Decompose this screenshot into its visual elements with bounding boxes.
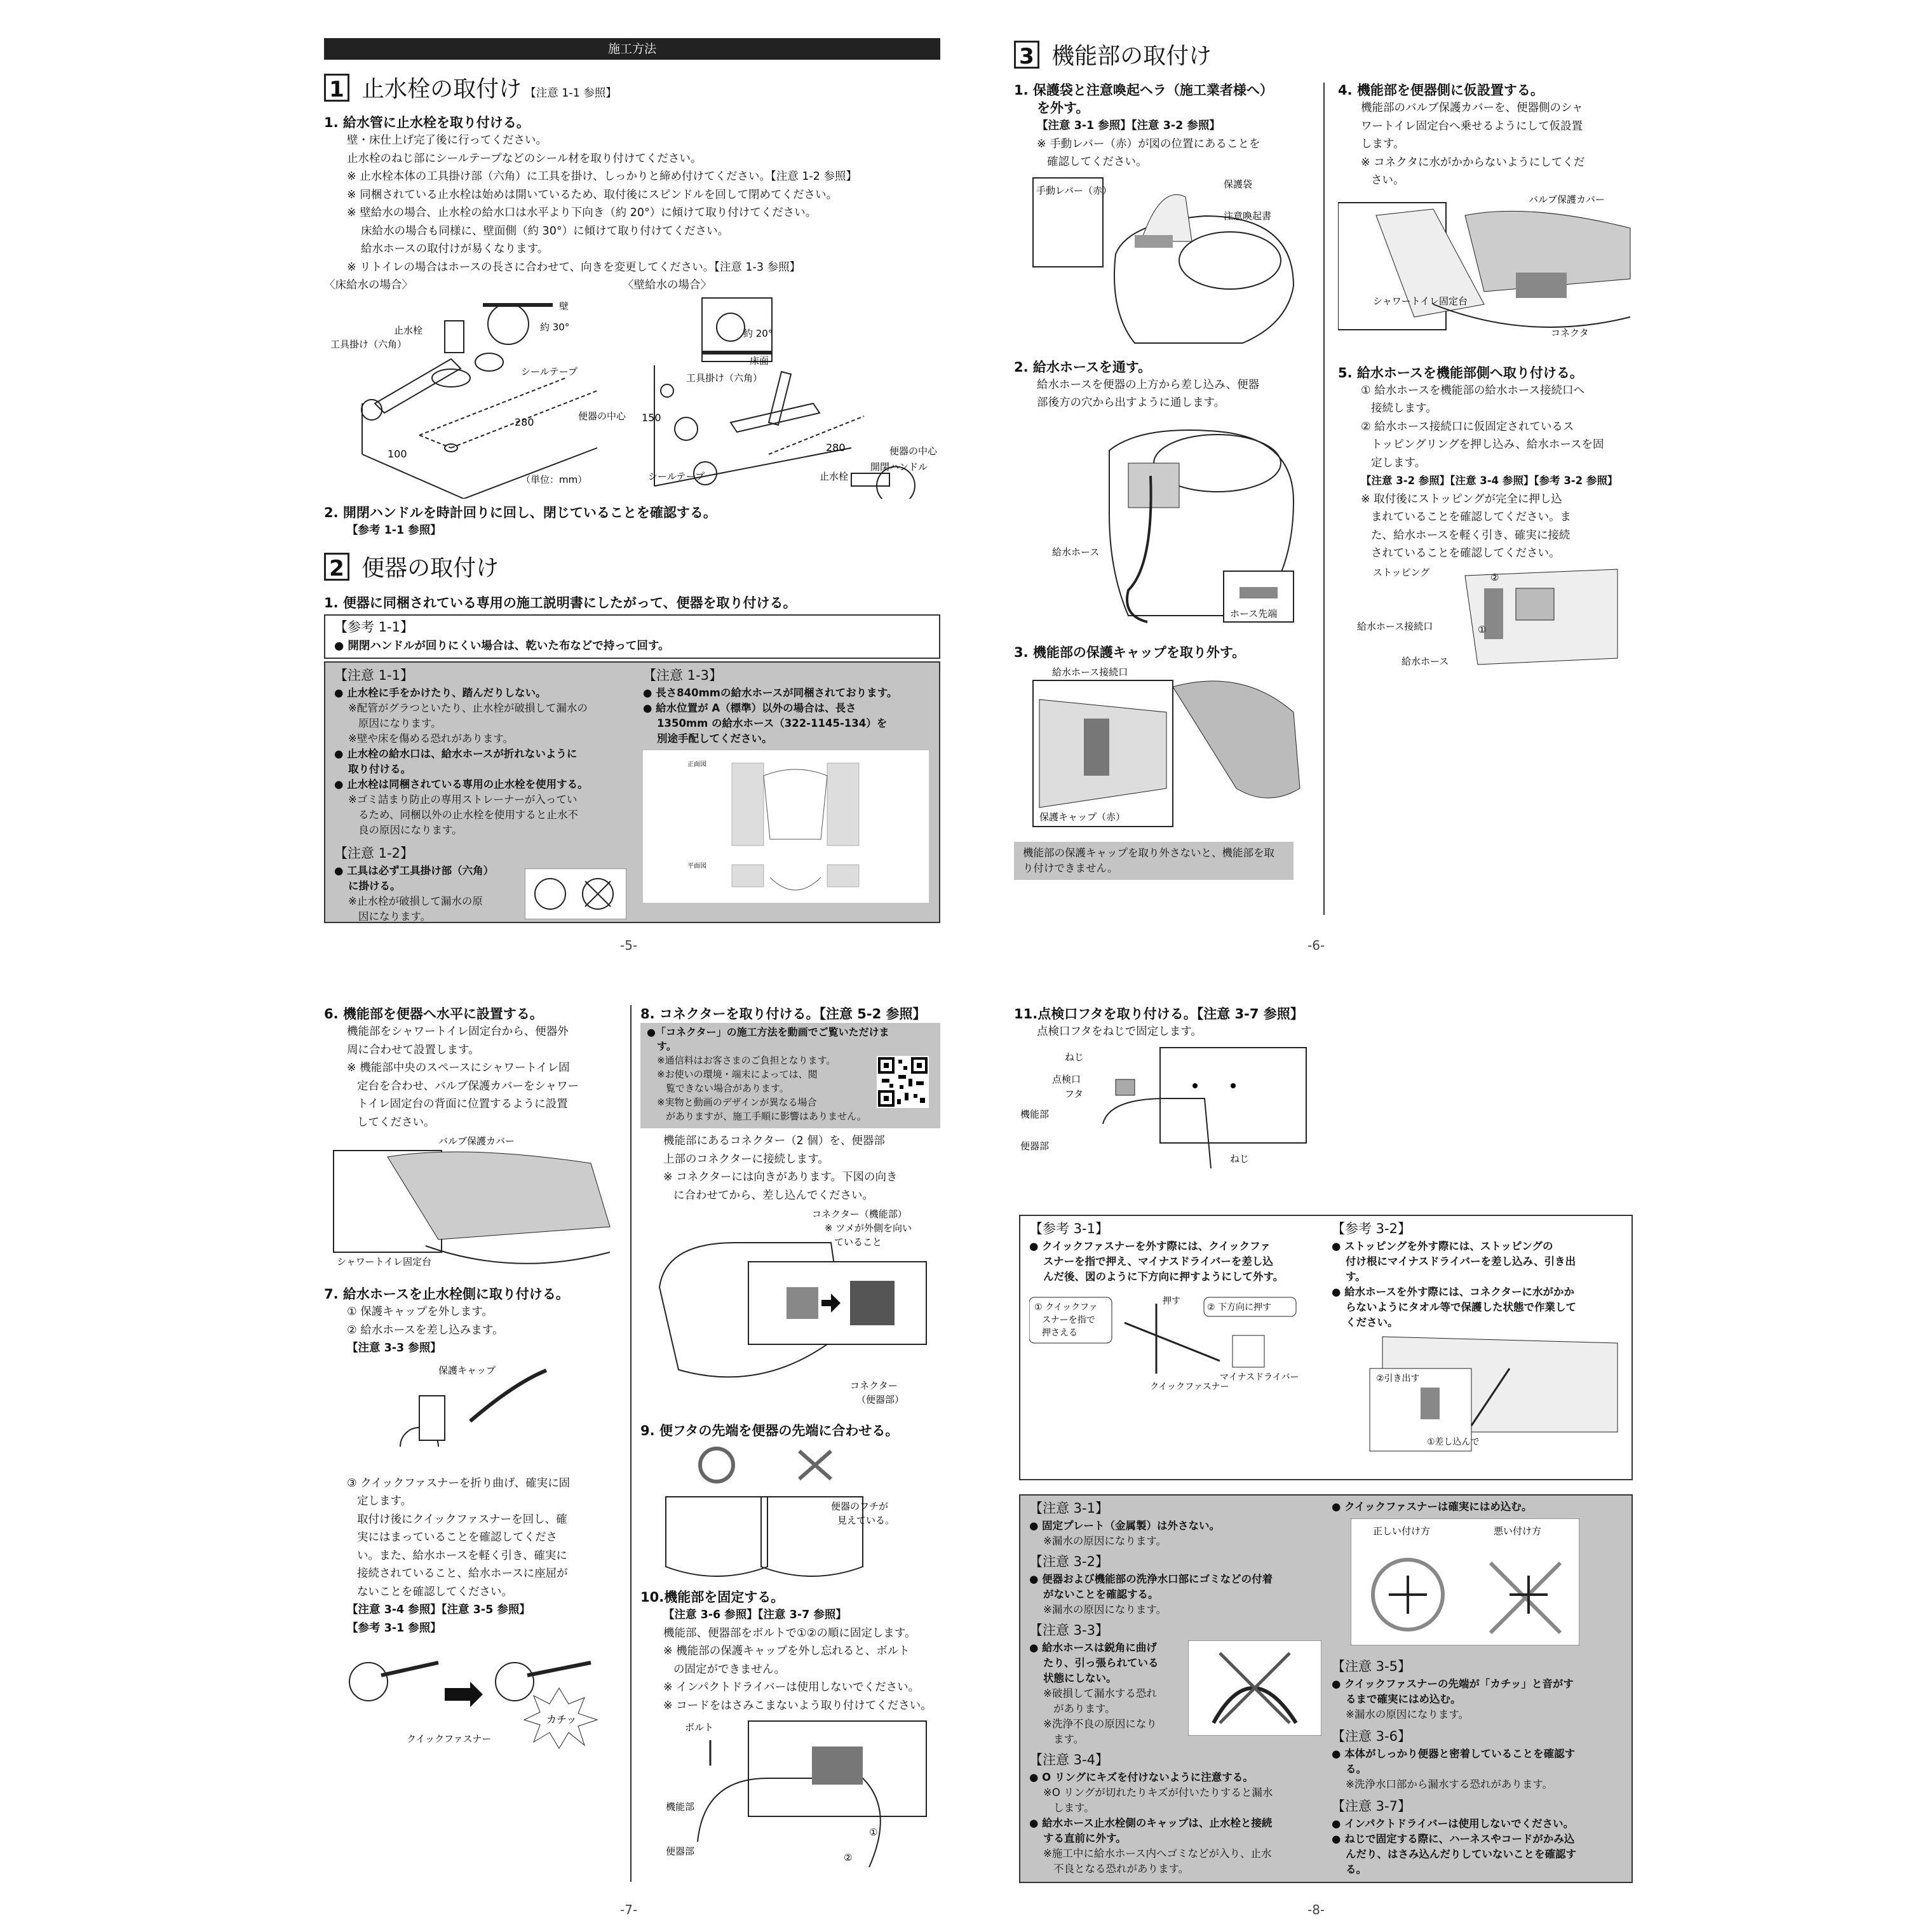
label-supply-port: 給水ホース接続口 — [1052, 666, 1128, 678]
label-quick-fastener: クイックファスナー — [1150, 1382, 1229, 1392]
label-hose-tip: ホース先端 — [1230, 607, 1278, 619]
caution-1-3-body — [643, 686, 935, 746]
text-line: します。 — [1361, 138, 1405, 151]
text-line: 確認してください。 — [1047, 156, 1147, 168]
text-line: 部後方の穴から出すように通します。 — [1037, 396, 1226, 409]
text-line: ※破損して漏水する恐れ — [1043, 1687, 1157, 1699]
text-line: ● 止水栓は同梱されている専用の止水栓を使用する。 — [334, 778, 588, 790]
step-heading: 6. 機能部を便器へ水平に設置する。 — [324, 1006, 543, 1022]
step-heading-cont: を外す。 — [1037, 100, 1090, 116]
text-line: ※配管がグラつといたり、止水栓が破損して漏水の — [348, 702, 588, 714]
reference-3-2-body — [1332, 1239, 1624, 1330]
label-click: カチッ — [546, 1713, 577, 1726]
fastener-good-bad-figure — [1351, 1518, 1579, 1645]
text-line: ※ インパクトドライバーは使用しないでください。 — [663, 1681, 920, 1694]
text-line: ※ゴミ詰まり防止の専用ストレーナーが入ってい — [348, 794, 578, 806]
label-note-rim: 便器のフチが — [831, 1501, 889, 1512]
text-line: ※漏水の原因になります。 — [1043, 1604, 1167, 1616]
text-line: たり、引っ張られている — [1043, 1657, 1159, 1669]
label-correct: 正しい付け方 — [1373, 1525, 1431, 1537]
horizontal-install-figure — [324, 1132, 623, 1278]
text-line: 実にはまっていることを確認してくださ — [357, 1531, 557, 1544]
page-5 — [324, 38, 940, 923]
label-valve: 止水栓 — [394, 325, 423, 336]
text-line: ※ コードをはさみこまないよう取り付けてください。 — [663, 1699, 932, 1712]
step-heading: 11.点検口フタを取り付ける。【注意 3-7 参照】 — [1014, 1006, 1304, 1022]
step-heading: 1. 給水管に止水栓を取り付ける。 — [324, 115, 530, 130]
temporary-install-figure — [1338, 190, 1637, 355]
text-line: ●「コネクター」の施工方法を動画でご覧いただけま — [647, 1026, 889, 1038]
text-line: 給水ホースの取付けが易くなります。 — [361, 243, 549, 255]
label-quick-fastener: クイックファスナー — [407, 1733, 492, 1745]
valve-drawing — [324, 289, 940, 499]
page-8 — [1014, 1005, 1637, 1888]
text-line: ● ストッピングを外す際には、ストッピングの — [1332, 1240, 1553, 1252]
section-number: 2 — [324, 553, 349, 581]
caution-box-3 — [1019, 1494, 1633, 1883]
step-ref: 【参考 3-1 参照】 — [347, 1621, 442, 1635]
step-ref: 【注意 3-1 参照】【注意 3-2 参照】 — [1037, 119, 1220, 132]
text-line: ● 給水ホースは鋭角に曲げ — [1029, 1642, 1157, 1654]
text-line: らないようにタオル等で保護した状態で作業して — [1346, 1301, 1576, 1313]
label-lid: 点検口 — [1052, 1073, 1081, 1085]
text-line: ※洗浄不良の原因になり — [1043, 1718, 1157, 1730]
text-line: まれていることを確認してください。ま — [1371, 511, 1571, 524]
text-line: ● インパクトドライバーは使用しないでください。 — [1332, 1818, 1574, 1830]
label-screw: ねじ — [1065, 1051, 1084, 1063]
text-line: た、給水ホースを軽く引き、確実に接続 — [1371, 529, 1571, 542]
video-guide-box — [640, 1023, 940, 1128]
quick-fastener-removal-figure — [1029, 1285, 1328, 1393]
box-title: 【参考 3-1】 — [1029, 1221, 1109, 1236]
text-line: 機能部のバルブ保護カバーを、便器側のシャ — [1361, 102, 1583, 114]
bolt-fixing-figure — [640, 1715, 939, 1874]
text-line: ※止水栓が破損して漏水の原 — [348, 895, 483, 907]
text-line: ※ 壁給水の場合、止水栓の給水口は水平より下向き（約 20°）に傾けて取り付けてください。 — [347, 206, 817, 219]
text-line: 機能部にあるコネクター（2 個）を、便器部 — [663, 1135, 885, 1147]
text-line: ください。 — [1346, 1316, 1398, 1328]
box-title: 【注意 3-1】 — [1029, 1501, 1109, 1516]
supply-hose-figure — [1014, 412, 1313, 641]
text-line: ※ リトイレの場合はホースの長さに合わせて、向きを変更してください。【注意 1-3 参照】 — [347, 260, 801, 274]
text-line: ※洗浄水口部から漏水する恐れがあります。 — [1346, 1778, 1553, 1790]
label-handle: 開閉ハンドル — [870, 461, 928, 473]
label-lid-2: フタ — [1065, 1088, 1083, 1100]
text-line: 機能部、便器部をボルトで①②の順に固定します。 — [663, 1626, 916, 1640]
label-step-2: ② — [1490, 571, 1499, 583]
protective-cap-figure — [1014, 661, 1313, 839]
step-ref: 【注意 3-2 参照】【注意 3-4 参照】【参考 3-2 参照】 — [1361, 475, 1618, 487]
text-line: 止水栓のねじ部にシールテープなどのシール材を取り付けてください。 — [347, 152, 702, 165]
section-2-title — [324, 550, 940, 583]
label-connector-claw: ※ ツメが外側を向い — [825, 1222, 912, 1234]
step-heading: 8. コネクターを取り付ける。【注意 5-2 参照】 — [640, 1006, 926, 1022]
label-step-2: ② 下方向に押す — [1207, 1302, 1272, 1313]
step-ref: 【注意 3-6 参照】【注意 3-7 参照】 — [663, 1609, 847, 1621]
label-front-view: 正面図 — [687, 761, 706, 768]
text-line: に掛ける。 — [348, 880, 401, 892]
label-280b: 280 — [826, 442, 846, 454]
text-line: ※お使いの環境・端末によっては、閲 — [657, 1069, 818, 1080]
step-heading: 1. 保護袋と注意喚起ヘラ（施工業者様へ） — [1014, 83, 1273, 98]
section-3-title — [1014, 38, 1637, 71]
label-step-1c: 押さえる — [1042, 1328, 1077, 1338]
label-step-1: ① — [869, 1827, 878, 1838]
text-line: の固定ができません。 — [673, 1663, 786, 1676]
text-line: ないことを確認してください。 — [357, 1585, 513, 1598]
shutoff-valve-figure — [324, 276, 940, 499]
section-1-title — [324, 71, 940, 104]
section-header-bar: 施工方法 — [324, 38, 940, 60]
column-divider — [630, 1005, 632, 1882]
text-line: トッピングリングを押し込み、給水ホースを固 — [1371, 438, 1604, 451]
page-6 — [1014, 38, 1637, 915]
label-floor-surface: 床面 — [750, 355, 769, 367]
text-line: ※ 取付後にストッピングが完全に押し込 — [1361, 492, 1562, 506]
cap-warning-box: 機能部の保護キャップを取り外さないと、機能部を取り付けできません。 — [1014, 842, 1294, 880]
label-stopping-ring: ストッピング — [1373, 566, 1430, 578]
section-ref: 【注意 1-1 参照】 — [525, 87, 617, 100]
box-title: 【注意 1-1】 — [334, 668, 414, 683]
step-heading: 2. 開閉ハンドルを時計回りに回し、閉じていることを確認する。 — [324, 505, 717, 520]
label-plan-view: 平面図 — [687, 863, 706, 870]
label-incorrect: 悪い付け方 — [1494, 1525, 1542, 1537]
label-step-1: ① — [1478, 623, 1487, 635]
text-line: する直前に外す。 — [1043, 1832, 1126, 1844]
step-heading: 4. 機能部を便器側に仮設置する。 — [1338, 83, 1544, 98]
box-title: 【注意 1-2】 — [334, 846, 414, 861]
label-toilet-base: シャワートイレ固定台 — [337, 1256, 431, 1267]
page-number: -8- — [1307, 1902, 1325, 1917]
label-valve-cover: バルブ保護カバー — [438, 1135, 515, 1147]
label-pull-out: ②引き出す — [1376, 1374, 1420, 1384]
label-step-1a: ① クイックファ — [1034, 1302, 1098, 1313]
text-line: ● 給水ホースを外す際には、コネクターに水がかか — [1332, 1286, 1574, 1298]
box-title: 【注意 3-4】 — [1029, 1752, 1109, 1767]
text-line: ※ 機能部中央のスペースにシャワートイレ固 — [347, 1062, 570, 1074]
label-center-2: 便器の中心 — [889, 445, 938, 457]
text-line: してください。 — [357, 1116, 435, 1129]
box-title: 【注意 3-3】 — [1029, 1623, 1109, 1638]
box-title: 【注意 1-3】 — [643, 668, 722, 683]
text-line: 良の原因になります。 — [358, 824, 463, 836]
text-line: ● クイックファスナーを外す際には、クイックファ — [1029, 1240, 1271, 1252]
text-line: 原因になります。 — [358, 717, 442, 729]
text-line: 1350mm の給水ホース（322-1145-134）を — [657, 717, 888, 729]
text-line: ① 保護キャップを外します。 — [347, 1306, 493, 1318]
text-line: るため、同梱以外の止水栓を使用すると止水不 — [358, 809, 578, 821]
text-line: ● 本体がしっかり便器と密着していることを確認す — [1332, 1748, 1576, 1760]
caption-wall: 〈壁給水の場合〉 — [623, 279, 712, 292]
text-line: んだ後、図のように下方向に押すようにして外す。 — [1043, 1271, 1284, 1283]
hose-to-valve-figure — [324, 1358, 623, 1472]
stopping-ring-figure — [1338, 563, 1637, 677]
text-line: るまで確実にはめ込む。 — [1346, 1693, 1461, 1705]
label-functional-unit: 機能部 — [1020, 1108, 1050, 1120]
text-line: ● クイックファスナーの先端が「カチッ」と音がす — [1332, 1678, 1574, 1690]
text-line: ② 給水ホース接続口に仮固定されているス — [1361, 420, 1574, 433]
label-tool-hex-2: 工具掛け（六角） — [686, 372, 763, 384]
label-note-rim-2: 見えている。 — [837, 1515, 895, 1526]
label-seal-tape: シールテープ — [521, 366, 578, 377]
page-number: -6- — [1307, 938, 1325, 953]
supply-position-chart — [643, 750, 929, 903]
page-number: -7- — [620, 1902, 638, 1917]
box-title: 【注意 3-5】 — [1332, 1659, 1411, 1674]
label-screw-2: ねじ — [1230, 1152, 1250, 1165]
text-line: ます。 — [1053, 1733, 1084, 1745]
step-heading: 2. 給水ホースを通す。 — [1014, 359, 1152, 375]
text-line: ※実物と動画のデザインが異なる場合 — [657, 1097, 817, 1108]
label-connector-bowl: コネクター — [850, 1380, 898, 1391]
label-caution-sheet: 注意喚起書 — [1224, 210, 1272, 222]
text-line: 定します。 — [357, 1495, 412, 1508]
text-line: ※壁や床を傷める恐れがあります。 — [348, 733, 514, 745]
step-ref: 【参考 1-1 参照】 — [347, 524, 442, 537]
label-supply-port: 給水ホース接続口 — [1357, 620, 1433, 632]
text-line: ※O リングが切れたりキズが付いたりすると漏水 — [1043, 1787, 1273, 1799]
page-7 — [324, 1005, 940, 1888]
ng-mark: × — [812, 1470, 813, 1471]
stopping-removal-figure — [1332, 1330, 1624, 1464]
text-line: ※ 機能部の保護キャップを外し忘れると、ボルト — [663, 1645, 910, 1658]
text-line: ● 給水位置が A（標準）以外の場合は、長さ — [643, 702, 856, 714]
label-280: 280 — [515, 416, 534, 428]
label-connector-claw-2: ていること — [834, 1236, 882, 1248]
text-line: 取付け後にクイックファスナーを回し、確 — [357, 1513, 567, 1526]
text-line: 床給水の場合も同様に、壁面側（約 30°）に傾けて取り付けてください。 — [361, 224, 729, 238]
caption-floor: 〈床給水の場合〉 — [324, 279, 413, 292]
step-heading: 7. 給水ホースを止水栓側に取り付ける。 — [324, 1287, 569, 1302]
text-line: 接続します。 — [1371, 402, 1437, 415]
ok-mark: ○ — [709, 1470, 710, 1471]
text-line: ● 固定プレート（金属製）は外さない。 — [1029, 1520, 1220, 1532]
text-line: い。また、給水ホースを軽く引き、確実に — [357, 1549, 567, 1562]
label-center: 便器の中心 — [578, 410, 626, 422]
text-line: ● クイックファスナーは確実にはめ込む。 — [1332, 1501, 1532, 1513]
text-line: 定します。 — [1371, 456, 1426, 469]
step-heading: 10.機能部を固定する。 — [640, 1590, 785, 1605]
reference-box-3 — [1019, 1215, 1633, 1480]
label-protective-bag: 保護袋 — [1224, 178, 1253, 190]
text-line: 付け根にマイナスドライバーを差し込み、引き出 — [1346, 1255, 1576, 1267]
text-line: ② 給水ホースを差し込みます。 — [347, 1323, 504, 1337]
text-line: 給水ホースを便器の上方から差し込み、便器 — [1037, 378, 1260, 391]
step-ref: 【注意 3-3 参照】 — [347, 1342, 442, 1354]
text-line: ※ 止水栓本体の工具掛け部（六角）に工具を掛け、しっかりと締め付けてください。【注意 1-2 参照】 — [347, 170, 857, 183]
text-line: 不良となる恐れがあります。 — [1053, 1863, 1189, 1875]
text-line: んだり、はさみ込んだりしていないことを確認す — [1346, 1848, 1576, 1860]
text-line: 壁・床仕上げ完了後に行ってください。 — [347, 134, 547, 147]
text-line: に合わせてから、差し込んでください。 — [673, 1189, 874, 1202]
step-heading: 9. 便フタの先端を便器の先端に合わせる。 — [640, 1423, 899, 1438]
text-line: ● 長さ840mmの給水ホースが同梱されております。 — [643, 687, 898, 699]
label-seal-tape-2: シールテープ — [648, 471, 705, 482]
text-line: があります。 — [1053, 1703, 1116, 1715]
box-title: 【注意 3-6】 — [1332, 1729, 1411, 1744]
label-step-1b: スナーを指で — [1042, 1315, 1095, 1325]
text-line: 機能部をシャワートイレ固定台から、便器外 — [347, 1025, 569, 1038]
box-text: ● 開閉ハンドルが回りにくい場合は、乾いた布などで持って回す。 — [334, 639, 670, 652]
text-line: ● 工具は必ず工具掛け部（六角） — [334, 865, 494, 877]
text-line: トイレ固定台の背面に位置するように設置 — [357, 1098, 568, 1111]
text-line: ※ コネクターには向きがあります。下図の向き — [663, 1171, 898, 1184]
text-line: ※施工中に給水ホース内へゴミなどが入り、止水 — [1043, 1848, 1272, 1860]
label-100: 100 — [388, 448, 407, 460]
text-line: る。 — [1346, 1863, 1367, 1875]
label-connector-func: コネクター（機能部） — [812, 1208, 907, 1220]
column-divider — [1323, 83, 1325, 915]
text-line: ● 便器および機能部の洗浄水口部にゴミなどの付着 — [1029, 1573, 1273, 1585]
text-line: ● ねじで固定する際に、ハーネスやコードがかみ込 — [1332, 1833, 1575, 1845]
step-heading: 1. 便器に同梱されている専用の施工説明書にしたがって、便器を取り付ける。 — [324, 595, 797, 611]
text-line: さい。 — [1371, 174, 1405, 187]
text-line: がないことを確認する。 — [1043, 1588, 1159, 1600]
text-line: します。 — [1053, 1802, 1095, 1814]
text-line: 取り付ける。 — [348, 763, 411, 775]
step-body — [324, 132, 940, 276]
reference-box-1-1 — [324, 614, 940, 659]
box-title: 【参考 3-2】 — [1332, 1221, 1411, 1236]
label-supply-hose: 給水ホース — [1402, 655, 1449, 667]
text-line: ※漏水の原因になります。 — [1043, 1535, 1167, 1547]
box-title: 【注意 3-7】 — [1332, 1799, 1411, 1814]
reference-3-1-body — [1029, 1239, 1328, 1285]
text-line: ※通信料はお客さまのご負担となります。 — [657, 1055, 836, 1066]
lid-alignment-figure — [640, 1440, 939, 1586]
connector-figure — [640, 1205, 939, 1414]
text-line: 別途手配してください。 — [657, 733, 773, 745]
label-protective-cap: 保護キャップ — [438, 1364, 496, 1376]
text-line: ワートイレ固定台へ乗せるようにして仮設置 — [1361, 119, 1583, 133]
page-number: -5- — [620, 938, 638, 953]
label-unit: （単位：mm） — [521, 474, 588, 485]
label-150: 150 — [642, 412, 661, 424]
text-line: 定台を合わせ、バルブ保護カバーをシャワー — [357, 1079, 579, 1093]
label-connector: コネクタ — [1551, 327, 1589, 339]
step-ref: 【注意 3-4 参照】【注意 3-5 参照】 — [347, 1604, 530, 1616]
step-heading: 3. 機能部の保護キャップを取り外す。 — [1014, 644, 1246, 660]
text-line: 周に合わせて設置します。 — [347, 1043, 480, 1057]
text-line: ※ コネクタに水がかからないようにしてくだ — [1361, 156, 1585, 169]
label-step-2: ② — [844, 1852, 853, 1863]
text-line: ③ クイックファスナーを折り曲げ、確実に固 — [347, 1476, 571, 1490]
text-line: スナーを指で押え、マイナスドライバーを差し込 — [1043, 1255, 1273, 1267]
text-line: がありますが、施工手順に影響はありません。 — [666, 1111, 867, 1122]
text-line: ● 止水栓に手をかけたり、踏んだりしない。 — [334, 687, 546, 699]
label-push: 押す — [1163, 1296, 1180, 1306]
text-line: 因になります。 — [358, 910, 431, 922]
label-bowl-unit: 便器部 — [666, 1846, 695, 1857]
label-functional-unit: 機能部 — [666, 1801, 695, 1813]
section-title: 止水栓の取付け — [361, 76, 522, 102]
text-line: ① 給水ホースを機能部の給水ホース接続口へ — [1361, 384, 1584, 397]
label-tool-hex: 工具掛け（六角） — [330, 339, 407, 350]
label-valve-cover: バルブ保護カバー — [1529, 193, 1605, 205]
label-connector-bowl-2: （便器部） — [856, 1394, 905, 1405]
label-wall: 壁 — [559, 301, 569, 312]
text-line: す。 — [657, 1040, 677, 1052]
text-line: されていることを確認してください。 — [1371, 547, 1560, 560]
protective-bag-figure — [1014, 172, 1313, 356]
text-line: す。 — [1346, 1271, 1366, 1283]
hose-bend-ng-figure — [1188, 1640, 1321, 1736]
label-protective-cap: 保護キャップ（赤） — [1039, 811, 1126, 823]
label-insert: ①差し込んで — [1427, 1437, 1480, 1447]
box-title: 【注意 3-2】 — [1029, 1554, 1109, 1569]
label-20deg: 約 20° — [743, 328, 773, 339]
box-title: 【参考 1-1】 — [334, 619, 414, 635]
label-driver: マイナスドライバー — [1220, 1372, 1299, 1382]
text-line: ● O リングにキズを付けないように注意する。 — [1029, 1771, 1253, 1783]
text-line: 点検口フタをねじで固定します。 — [1037, 1025, 1202, 1038]
text-line: 接続されていること、給水ホースに座屈が — [357, 1567, 568, 1580]
step-heading: 5. 給水ホースを機能部側へ取り付ける。 — [1338, 365, 1583, 381]
section-number: 1 — [324, 74, 349, 102]
wrench-ok-ng-icon — [525, 868, 626, 919]
qr-code-icon[interactable] — [877, 1056, 929, 1108]
text-line: ※ 同梱されている止水栓は始めは開いているため、取付後にスピンドルを回して閉めてください。 — [347, 188, 838, 201]
label-bolt: ボルト — [685, 1722, 714, 1733]
section-title: 便器の取付け — [361, 555, 499, 581]
label-bowl-unit: 便器部 — [1020, 1140, 1050, 1152]
text-line: 上部のコネクターに接続します。 — [663, 1152, 829, 1166]
caution-box-1 — [324, 661, 940, 923]
label-valve-2: 止水栓 — [820, 471, 849, 482]
text-line: 状態にしない。 — [1043, 1672, 1117, 1684]
text-line: ● 給水ホース止水栓側のキャップは、止水栓と接続 — [1029, 1817, 1273, 1829]
section-number: 3 — [1014, 41, 1039, 69]
label-toilet-base: シャワートイレ固定台 — [1373, 295, 1468, 307]
text-line: ● 止水栓の給水口は、給水ホースが折れないように — [334, 748, 578, 760]
label-manual-lever: 手動レバー（赤） — [1036, 184, 1112, 196]
text-line: ※漏水の原因になります。 — [1346, 1708, 1469, 1720]
section-title: 機能部の取付け — [1051, 43, 1212, 69]
label-30deg: 約 30° — [540, 321, 570, 333]
text-line: る。 — [1346, 1763, 1367, 1775]
text-line: 覧できない場合があります。 — [666, 1083, 789, 1094]
label-supply-hose: 給水ホース — [1052, 546, 1100, 558]
quick-fastener-figure — [324, 1637, 623, 1752]
caution-1-1-body — [334, 686, 633, 838]
inspection-lid-figure — [1014, 1041, 1313, 1175]
text-line: ※ 手動レバー（赤）が図の位置にあることを — [1037, 137, 1260, 151]
